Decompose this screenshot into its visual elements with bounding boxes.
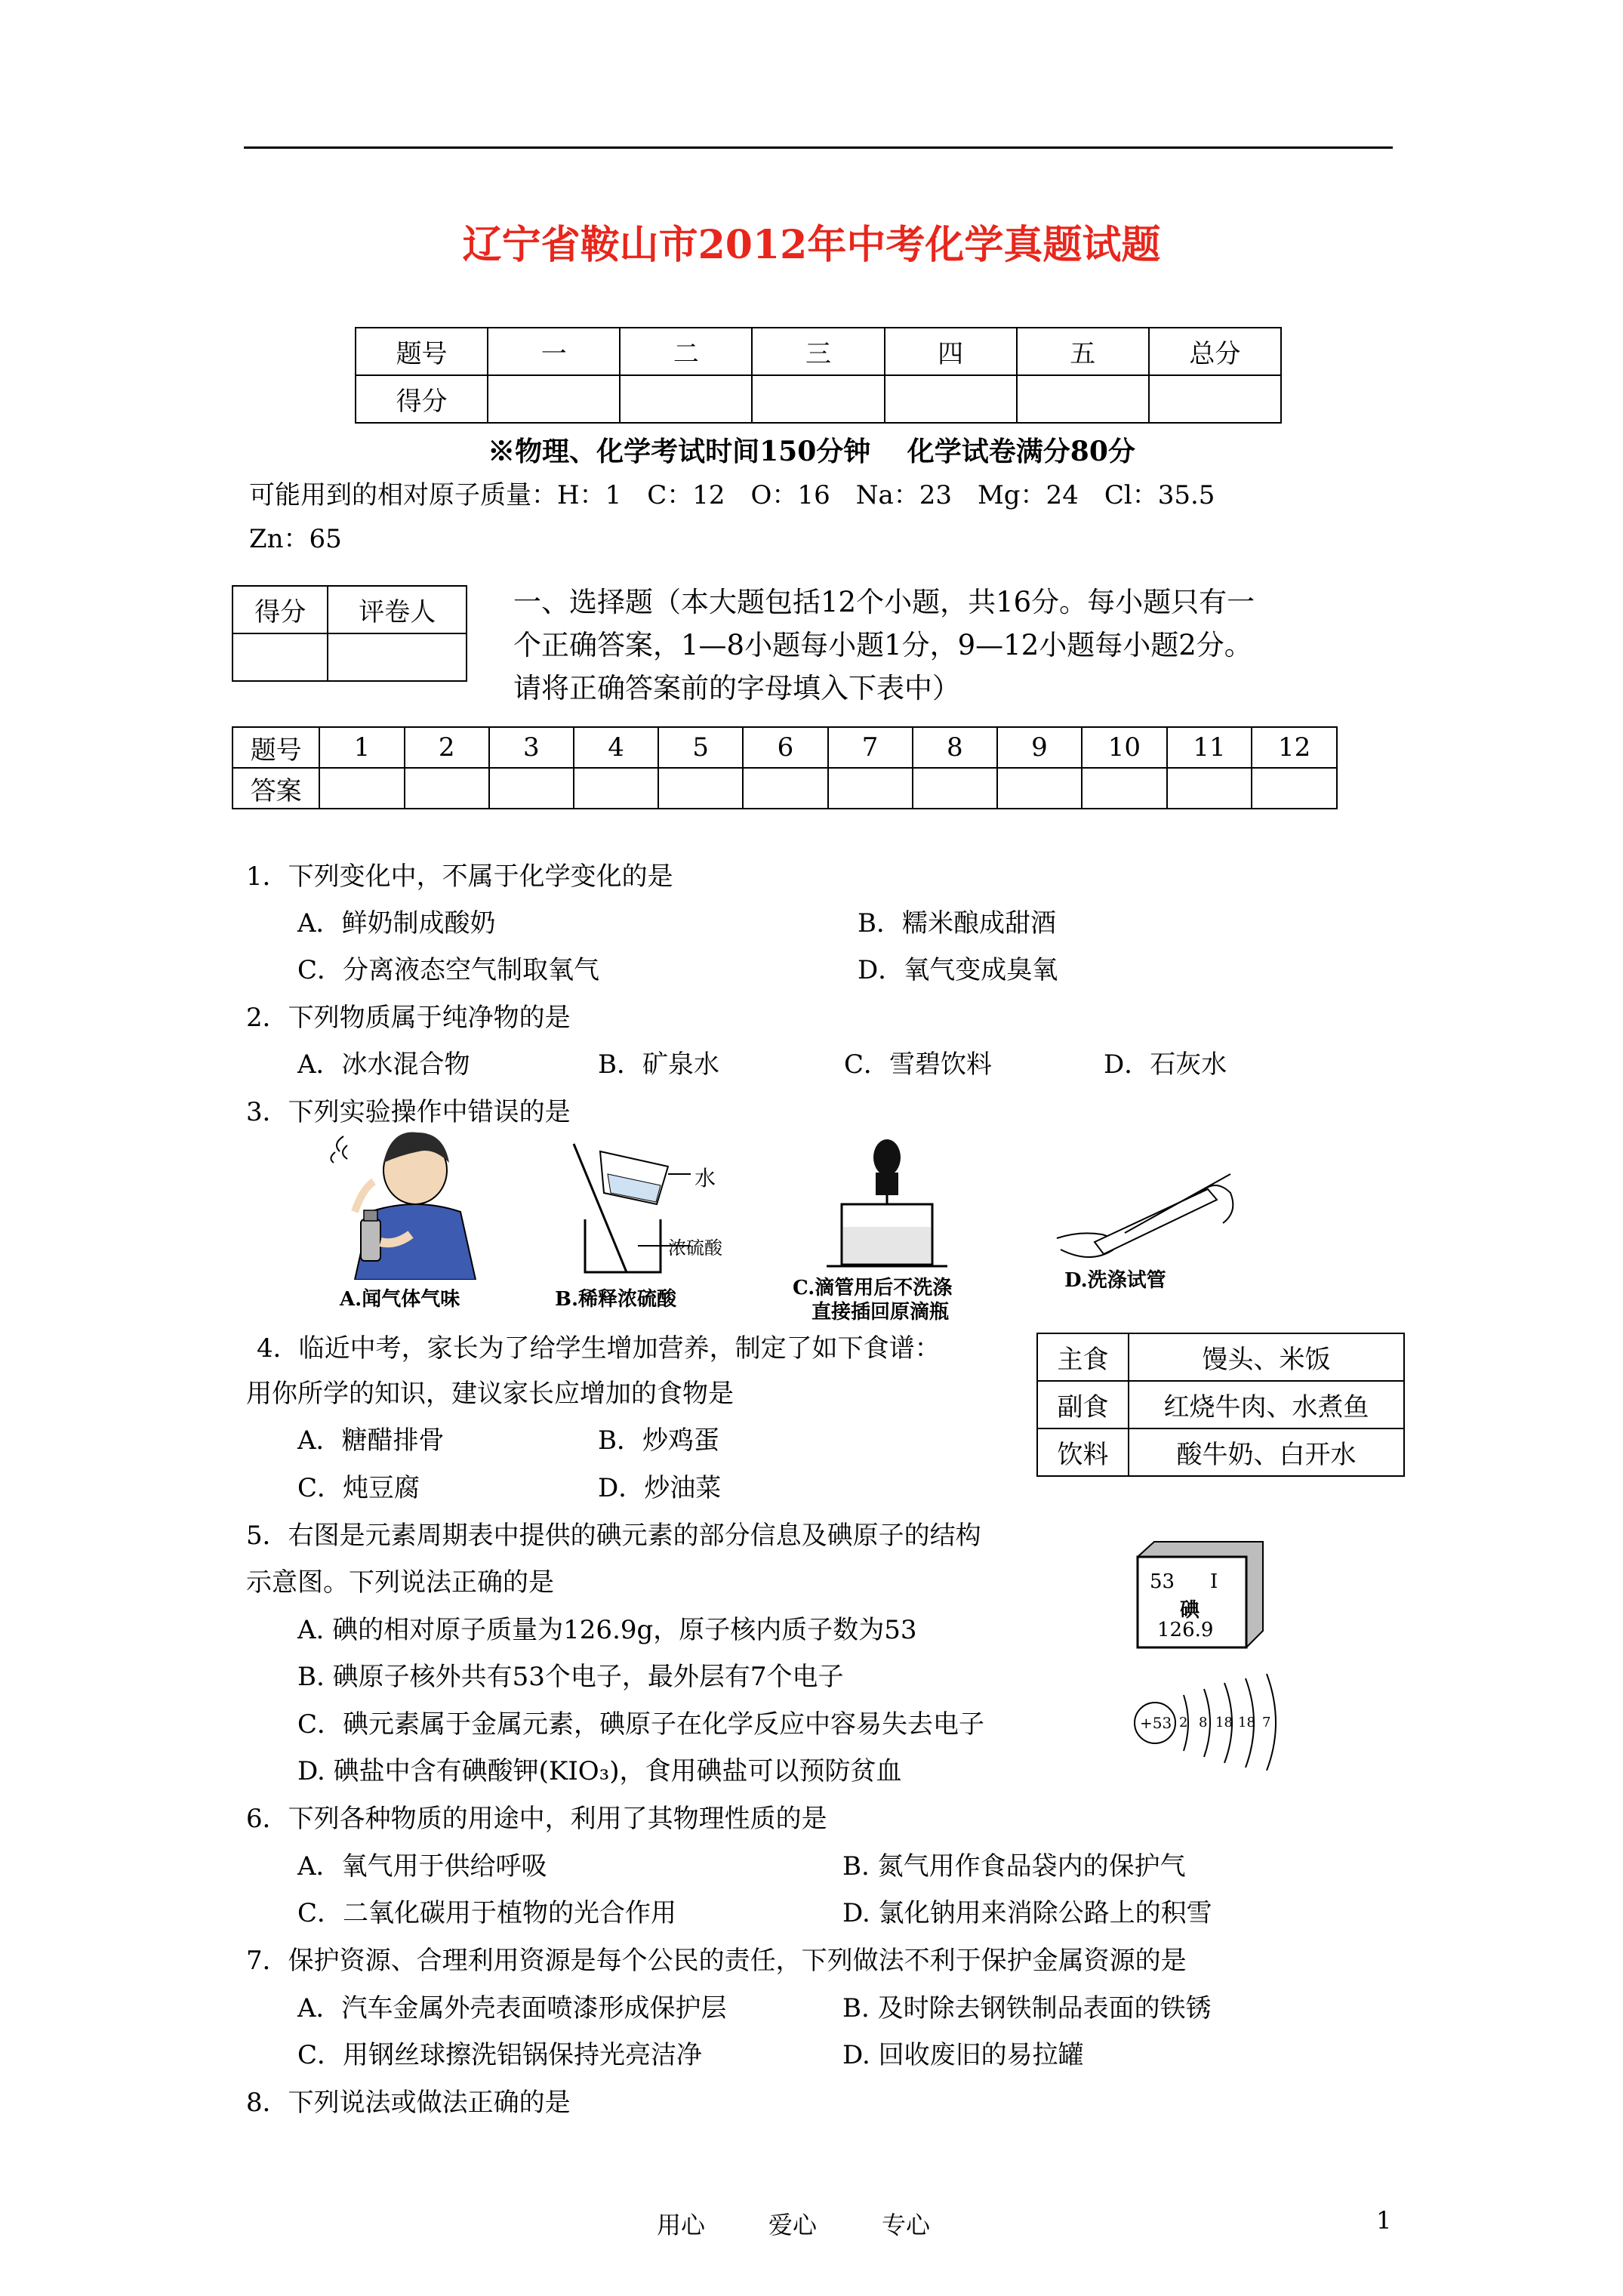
element-mass: 126.9 bbox=[1157, 1619, 1214, 1641]
page-title: 辽宁省鞍山市2012年中考化学真题试题 bbox=[462, 222, 1161, 268]
footer-text: 爱心 bbox=[768, 2211, 818, 2239]
option-a: A．糖醋排骨 bbox=[297, 1425, 445, 1456]
score-header-cell: 四 bbox=[885, 328, 1017, 375]
answer-cell[interactable] bbox=[997, 768, 1082, 809]
option-a: A．汽车金属外壳表面喷漆形成保护层 bbox=[297, 1993, 727, 2023]
score-header-cell: 二 bbox=[620, 328, 752, 375]
score-cell[interactable] bbox=[488, 375, 620, 423]
answer-cell[interactable] bbox=[1082, 768, 1167, 809]
figure-wash-tube bbox=[1049, 1166, 1246, 1310]
exam-note: ※物理、化学考试时间150分钟 化学试卷满分80分 bbox=[488, 436, 1135, 467]
figure-caption: 直接插回原滴瓶 bbox=[812, 1301, 950, 1324]
option-b: B. 及时除去钢铁制品表面的铁锈 bbox=[842, 1993, 1212, 2023]
element-number: 53 bbox=[1150, 1570, 1175, 1593]
figure-caption: C.滴管用后不洗涤 bbox=[793, 1277, 953, 1299]
option-d: D. 回收废旧的易拉罐 bbox=[842, 2040, 1084, 2070]
option-b: B. 氮气用作食品袋内的保护气 bbox=[842, 1851, 1186, 1881]
option-b: B．矿泉水 bbox=[598, 1049, 719, 1080]
answer-cell[interactable] bbox=[405, 768, 489, 809]
question-stem: 2．下列物质属于纯净物的是 bbox=[246, 1003, 571, 1033]
shell-electrons: 18 bbox=[1238, 1715, 1255, 1730]
option-c: C．炖豆腐 bbox=[297, 1473, 420, 1503]
score-cell[interactable] bbox=[620, 375, 752, 423]
score-header-cell: 一 bbox=[488, 328, 620, 375]
test-tube-brush-icon bbox=[1049, 1166, 1246, 1272]
score-header-cell: 五 bbox=[1017, 328, 1149, 375]
person-smelling-icon bbox=[317, 1129, 491, 1280]
element-cell bbox=[1136, 1540, 1264, 1661]
answer-cell[interactable] bbox=[1167, 768, 1252, 809]
question-stem: 6．下列各种物质的用途中，利用了其物理性质的是 bbox=[246, 1804, 827, 1834]
option-c: C．雪碧饮料 bbox=[844, 1049, 993, 1080]
label-water: 水 bbox=[694, 1166, 716, 1191]
question-stem: 示意图。下列说法正确的是 bbox=[246, 1567, 554, 1598]
shell-electrons: 18 bbox=[1215, 1715, 1233, 1730]
answer-cell[interactable] bbox=[1252, 768, 1337, 809]
score-header-cell: 题号 bbox=[356, 328, 488, 375]
grader-score-label: 得分 bbox=[233, 586, 328, 633]
answer-number: 6 bbox=[743, 727, 827, 768]
option-a: A. 碘的相对原子质量为126.9g，原子核内质子数为53 bbox=[297, 1615, 917, 1645]
menu-value: 酸牛奶、白开水 bbox=[1129, 1428, 1404, 1476]
option-c: C．二氧化碳用于植物的光合作用 bbox=[297, 1898, 677, 1928]
figure-caption: A.闻气体气味 bbox=[340, 1288, 460, 1311]
section1-line: 一、选择题（本大题包括12个小题，共16分。每小题只有一 bbox=[513, 586, 1255, 618]
option-d: D. 碘盐中含有碘酸钾(KIO₃)，食用碘盐可以预防贫血 bbox=[297, 1756, 902, 1786]
answer-number: 9 bbox=[997, 727, 1082, 768]
footer-text: 专心 bbox=[882, 2211, 931, 2239]
question-stem: 4．临近中考，家长为了给学生增加营养，制定了如下食谱： bbox=[257, 1333, 941, 1364]
figure-dropper bbox=[789, 1136, 985, 1325]
question-stem: 用你所学的知识，建议家长应增加的食物是 bbox=[246, 1379, 734, 1409]
answer-number: 5 bbox=[658, 727, 743, 768]
answer-cell[interactable] bbox=[743, 768, 827, 809]
atom-structure bbox=[1125, 1672, 1291, 1771]
menu-key: 主食 bbox=[1037, 1333, 1129, 1381]
menu-value: 红烧牛肉、水煮鱼 bbox=[1129, 1381, 1404, 1428]
atomic-mass-line: Zn：65 bbox=[249, 524, 342, 554]
answer-row-label: 答案 bbox=[233, 768, 319, 809]
footer-text: 用心 bbox=[657, 2211, 706, 2239]
answer-number: 2 bbox=[405, 727, 489, 768]
section1-line: 个正确答案，1—8小题每小题1分，9—12小题每小题2分。 bbox=[513, 629, 1252, 661]
answer-cell[interactable] bbox=[489, 768, 574, 809]
answer-cell[interactable] bbox=[913, 768, 997, 809]
score-header-cell: 总分 bbox=[1149, 328, 1281, 375]
figure-caption: D.洗涤试管 bbox=[1064, 1269, 1166, 1292]
grader-name-cell[interactable] bbox=[328, 633, 467, 681]
grader-name-label: 评卷人 bbox=[328, 586, 467, 633]
score-cell[interactable] bbox=[1017, 375, 1149, 423]
option-a: A．氧气用于供给呼吸 bbox=[297, 1851, 547, 1881]
header-rule bbox=[244, 146, 1393, 149]
answer-number: 1 bbox=[319, 727, 404, 768]
element-symbol: I bbox=[1210, 1570, 1218, 1593]
option-a: A．冰水混合物 bbox=[297, 1049, 470, 1080]
option-d: D．石灰水 bbox=[1104, 1049, 1227, 1080]
grader-score-cell[interactable] bbox=[233, 633, 328, 681]
option-c: C．分离液态空气制取氧气 bbox=[297, 955, 600, 985]
answer-cell[interactable] bbox=[658, 768, 743, 809]
page-number: 1 bbox=[1376, 2206, 1392, 2235]
menu-value: 馒头、米饭 bbox=[1129, 1333, 1404, 1381]
atomic-mass-line: 可能用到的相对原子质量：H：1 C：12 O：16 Na：23 Mg：24 Cl：35.5 bbox=[249, 480, 1215, 510]
element-box-icon bbox=[1136, 1540, 1264, 1661]
score-cell[interactable] bbox=[752, 375, 884, 423]
option-a: A．鲜奶制成酸奶 bbox=[297, 908, 496, 938]
question-stem: 7．保护资源、合理利用资源是每个公民的责任，下列做法不利于保护金属资源的是 bbox=[246, 1946, 1187, 1976]
option-c: C．碘元素属于金属元素，碘原子在化学反应中容易失去电子 bbox=[297, 1709, 985, 1740]
score-cell[interactable] bbox=[885, 375, 1017, 423]
section1-line: 请将正确答案前的字母填入下表中） bbox=[513, 672, 960, 704]
score-table bbox=[355, 327, 1282, 424]
answer-number: 3 bbox=[489, 727, 574, 768]
question-stem: 3．下列实验操作中错误的是 bbox=[246, 1097, 571, 1127]
option-d: D. 氯化钠用来消除公路上的积雪 bbox=[842, 1898, 1212, 1928]
shell-electrons: 2 bbox=[1179, 1715, 1188, 1730]
answer-number: 4 bbox=[574, 727, 658, 768]
shell-electrons: 7 bbox=[1262, 1715, 1271, 1730]
menu-key: 副食 bbox=[1037, 1381, 1129, 1428]
dropper-bottle-icon bbox=[789, 1136, 985, 1272]
question-stem: 5．右图是元素周期表中提供的碘元素的部分信息及碘原子的结构 bbox=[246, 1521, 981, 1551]
answer-header-label: 题号 bbox=[233, 727, 319, 768]
score-header-cell: 三 bbox=[752, 328, 884, 375]
question-stem: 8．下列说法或做法正确的是 bbox=[246, 2088, 571, 2118]
answer-number: 10 bbox=[1082, 727, 1167, 768]
option-b: B．炒鸡蛋 bbox=[598, 1425, 719, 1456]
score-cell[interactable] bbox=[1149, 375, 1281, 423]
menu-key: 饮料 bbox=[1037, 1428, 1129, 1476]
option-c: C．用钢丝球擦洗铝锅保持光亮洁净 bbox=[297, 2040, 703, 2070]
answer-cell[interactable] bbox=[319, 768, 404, 809]
option-b: B. 碘原子核外共有53个电子，最外层有7个电子 bbox=[297, 1662, 844, 1692]
answer-number: 7 bbox=[828, 727, 913, 768]
element-name: 碘 bbox=[1180, 1599, 1200, 1622]
figure-caption: B.稀释浓硫酸 bbox=[555, 1288, 677, 1311]
menu-table bbox=[1036, 1333, 1405, 1477]
label-acid: 浓硫酸 bbox=[668, 1237, 722, 1259]
score-row-label: 得分 bbox=[356, 375, 488, 423]
answer-number: 12 bbox=[1252, 727, 1337, 768]
figure-smell-gas bbox=[317, 1129, 491, 1310]
answer-cell[interactable] bbox=[828, 768, 913, 809]
grader-box bbox=[232, 585, 467, 682]
answer-number: 8 bbox=[913, 727, 997, 768]
answer-cell[interactable] bbox=[574, 768, 658, 809]
figure-dilute-acid bbox=[555, 1136, 751, 1310]
answer-number: 11 bbox=[1167, 727, 1252, 768]
option-b: B．糯米酿成甜酒 bbox=[858, 908, 1056, 938]
question-stem: 1．下列变化中，不属于化学变化的是 bbox=[246, 861, 673, 892]
answer-table bbox=[232, 726, 1338, 809]
shell-electrons: 8 bbox=[1199, 1715, 1208, 1730]
nucleus-charge: +53 bbox=[1140, 1714, 1172, 1732]
option-d: D．氧气变成臭氧 bbox=[858, 955, 1058, 985]
option-d: D．炒油菜 bbox=[598, 1473, 722, 1503]
